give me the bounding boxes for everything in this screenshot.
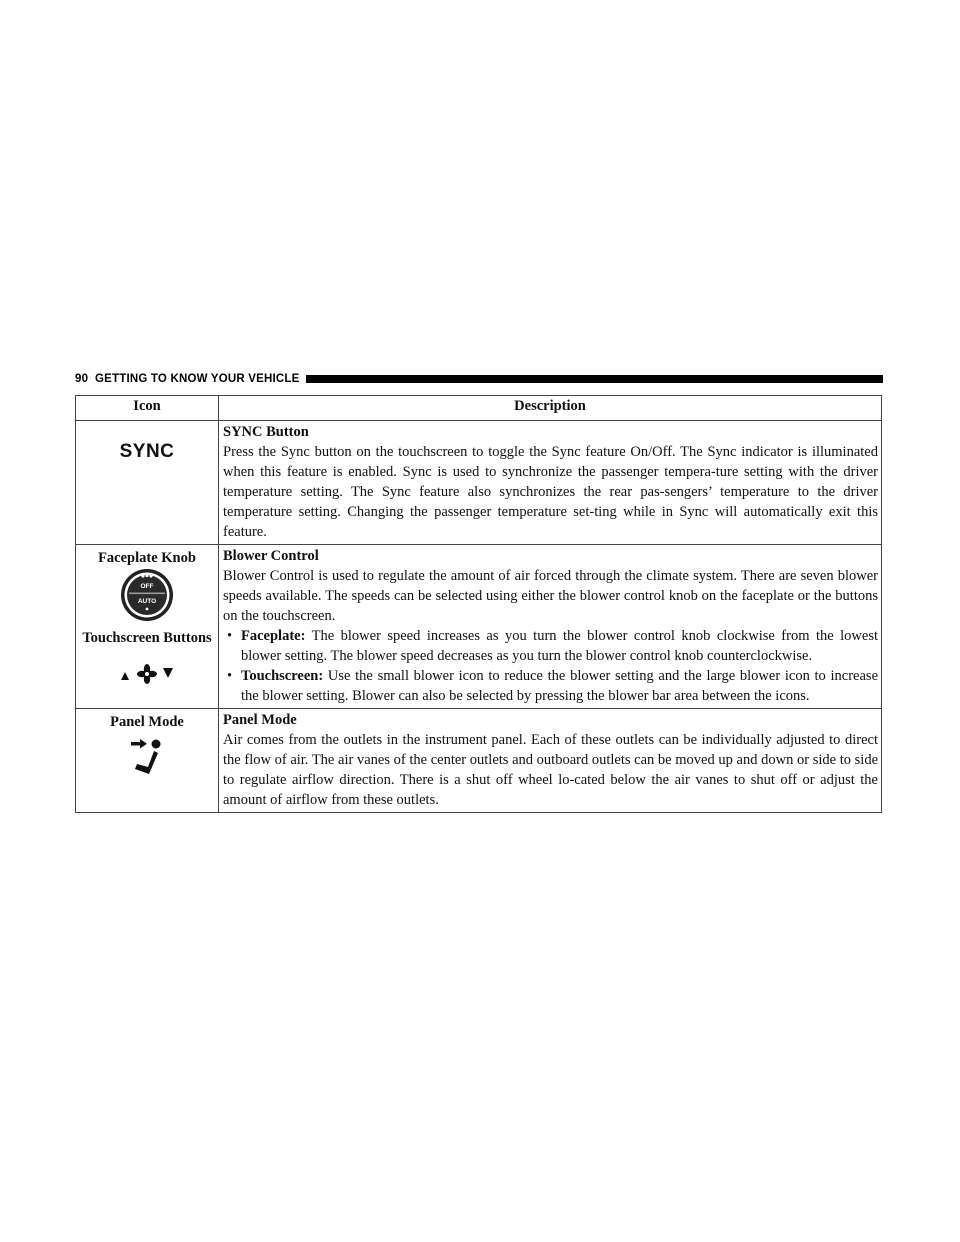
icon-cell (76, 545, 219, 709)
icon-cell (76, 421, 219, 545)
section-title: GETTING TO KNOW YOUR VEHICLE (95, 373, 300, 385)
bullet-item: • Touchscreen: Use the small blower icon to reduce the blower setting and the large blower icon to increase the blower setting. Blower can also be selected by pressing the blower bar area between the icons. (227, 668, 879, 704)
row-body: Blower Control is used to regulate the amount of air forced through the climate system. There are seven blower speeds available. The speeds can be selected using either the blower control knob on the faceplate or the buttons on the touchscreen. (223, 568, 878, 624)
bullet-term: Faceplate: (241, 628, 306, 644)
faceplate-knob-label: Faceplate Knob (98, 550, 196, 566)
header-rule (306, 375, 883, 383)
panel-mode-label: Panel Mode (110, 714, 184, 730)
svg-text:AUTO: AUTO (137, 598, 157, 605)
column-header-description: Description (219, 396, 882, 421)
sync-icon: SYNC (119, 441, 175, 462)
panel-mode-icon (127, 736, 167, 780)
column-header-icon: Icon (76, 396, 219, 421)
bullet-text: Use the small blower icon to reduce the blower setting and the large blower icon to increase the blower setting. Blower can also be selected by pressing the blower bar area between the icons. (241, 668, 879, 704)
climate-controls-table (75, 395, 882, 813)
bullet-text: The blower speed increases as you turn the blower control knob clockwise from the lowest blower setting. The blower speed decreases as you turn the blower control knob counterclockwise. (241, 628, 878, 664)
description-cell (219, 545, 882, 709)
description-cell (219, 709, 882, 813)
row-body: Air comes from the outlets in the instrument panel. Each of these outlets can be individually adjusted to direct the flow of air. The air vanes of the center outlets and outboard outlets can be moved up and down or side to side to regulate airflow direction. There is a shut off wheel lo-cated below the air vanes to shut off or adjust the amount of airflow from these outlets. (223, 732, 878, 808)
page-header (75, 371, 883, 387)
description-cell (219, 421, 882, 545)
bullet-term: Touchscreen: (241, 668, 324, 684)
page-number: 90 (75, 373, 89, 385)
touchscreen-buttons-label: Touchscreen Buttons (82, 630, 212, 646)
table-row (76, 545, 882, 709)
table-row (76, 709, 882, 813)
row-body: Press the Sync button on the touchscreen to toggle the Sync feature On/Off. The Sync indicator is illuminated when this feature is enabled. Sync is used to synchronize the passenger tempera-ture setting with the driver temperature setting. The Sync feature also synchronizes the rear pas-sengers’ temperature to the driver temperature setting. Changing the passenger temperature set-ting while in Sync will automatically exit this feature. (223, 444, 878, 540)
bullet-item: • Faceplate: The blower speed increases as you turn the blower control knob clockwise from the lowest blower setting. The blower speed decreases as you turn the blower control knob counterclockwise. (227, 628, 878, 664)
row-title: Panel Mode (223, 712, 297, 728)
page-header-text (75, 373, 300, 385)
row-title: Blower Control (223, 548, 319, 564)
row-title: SYNC Button (223, 424, 309, 440)
table-header-row (76, 396, 882, 421)
icon-cell (76, 709, 219, 813)
svg-text:OFF: OFF (140, 583, 154, 590)
blower-down-up-icon (119, 664, 175, 684)
blower-control-knob-icon (116, 568, 178, 626)
table-row (76, 421, 882, 545)
bullet-list (223, 626, 878, 706)
